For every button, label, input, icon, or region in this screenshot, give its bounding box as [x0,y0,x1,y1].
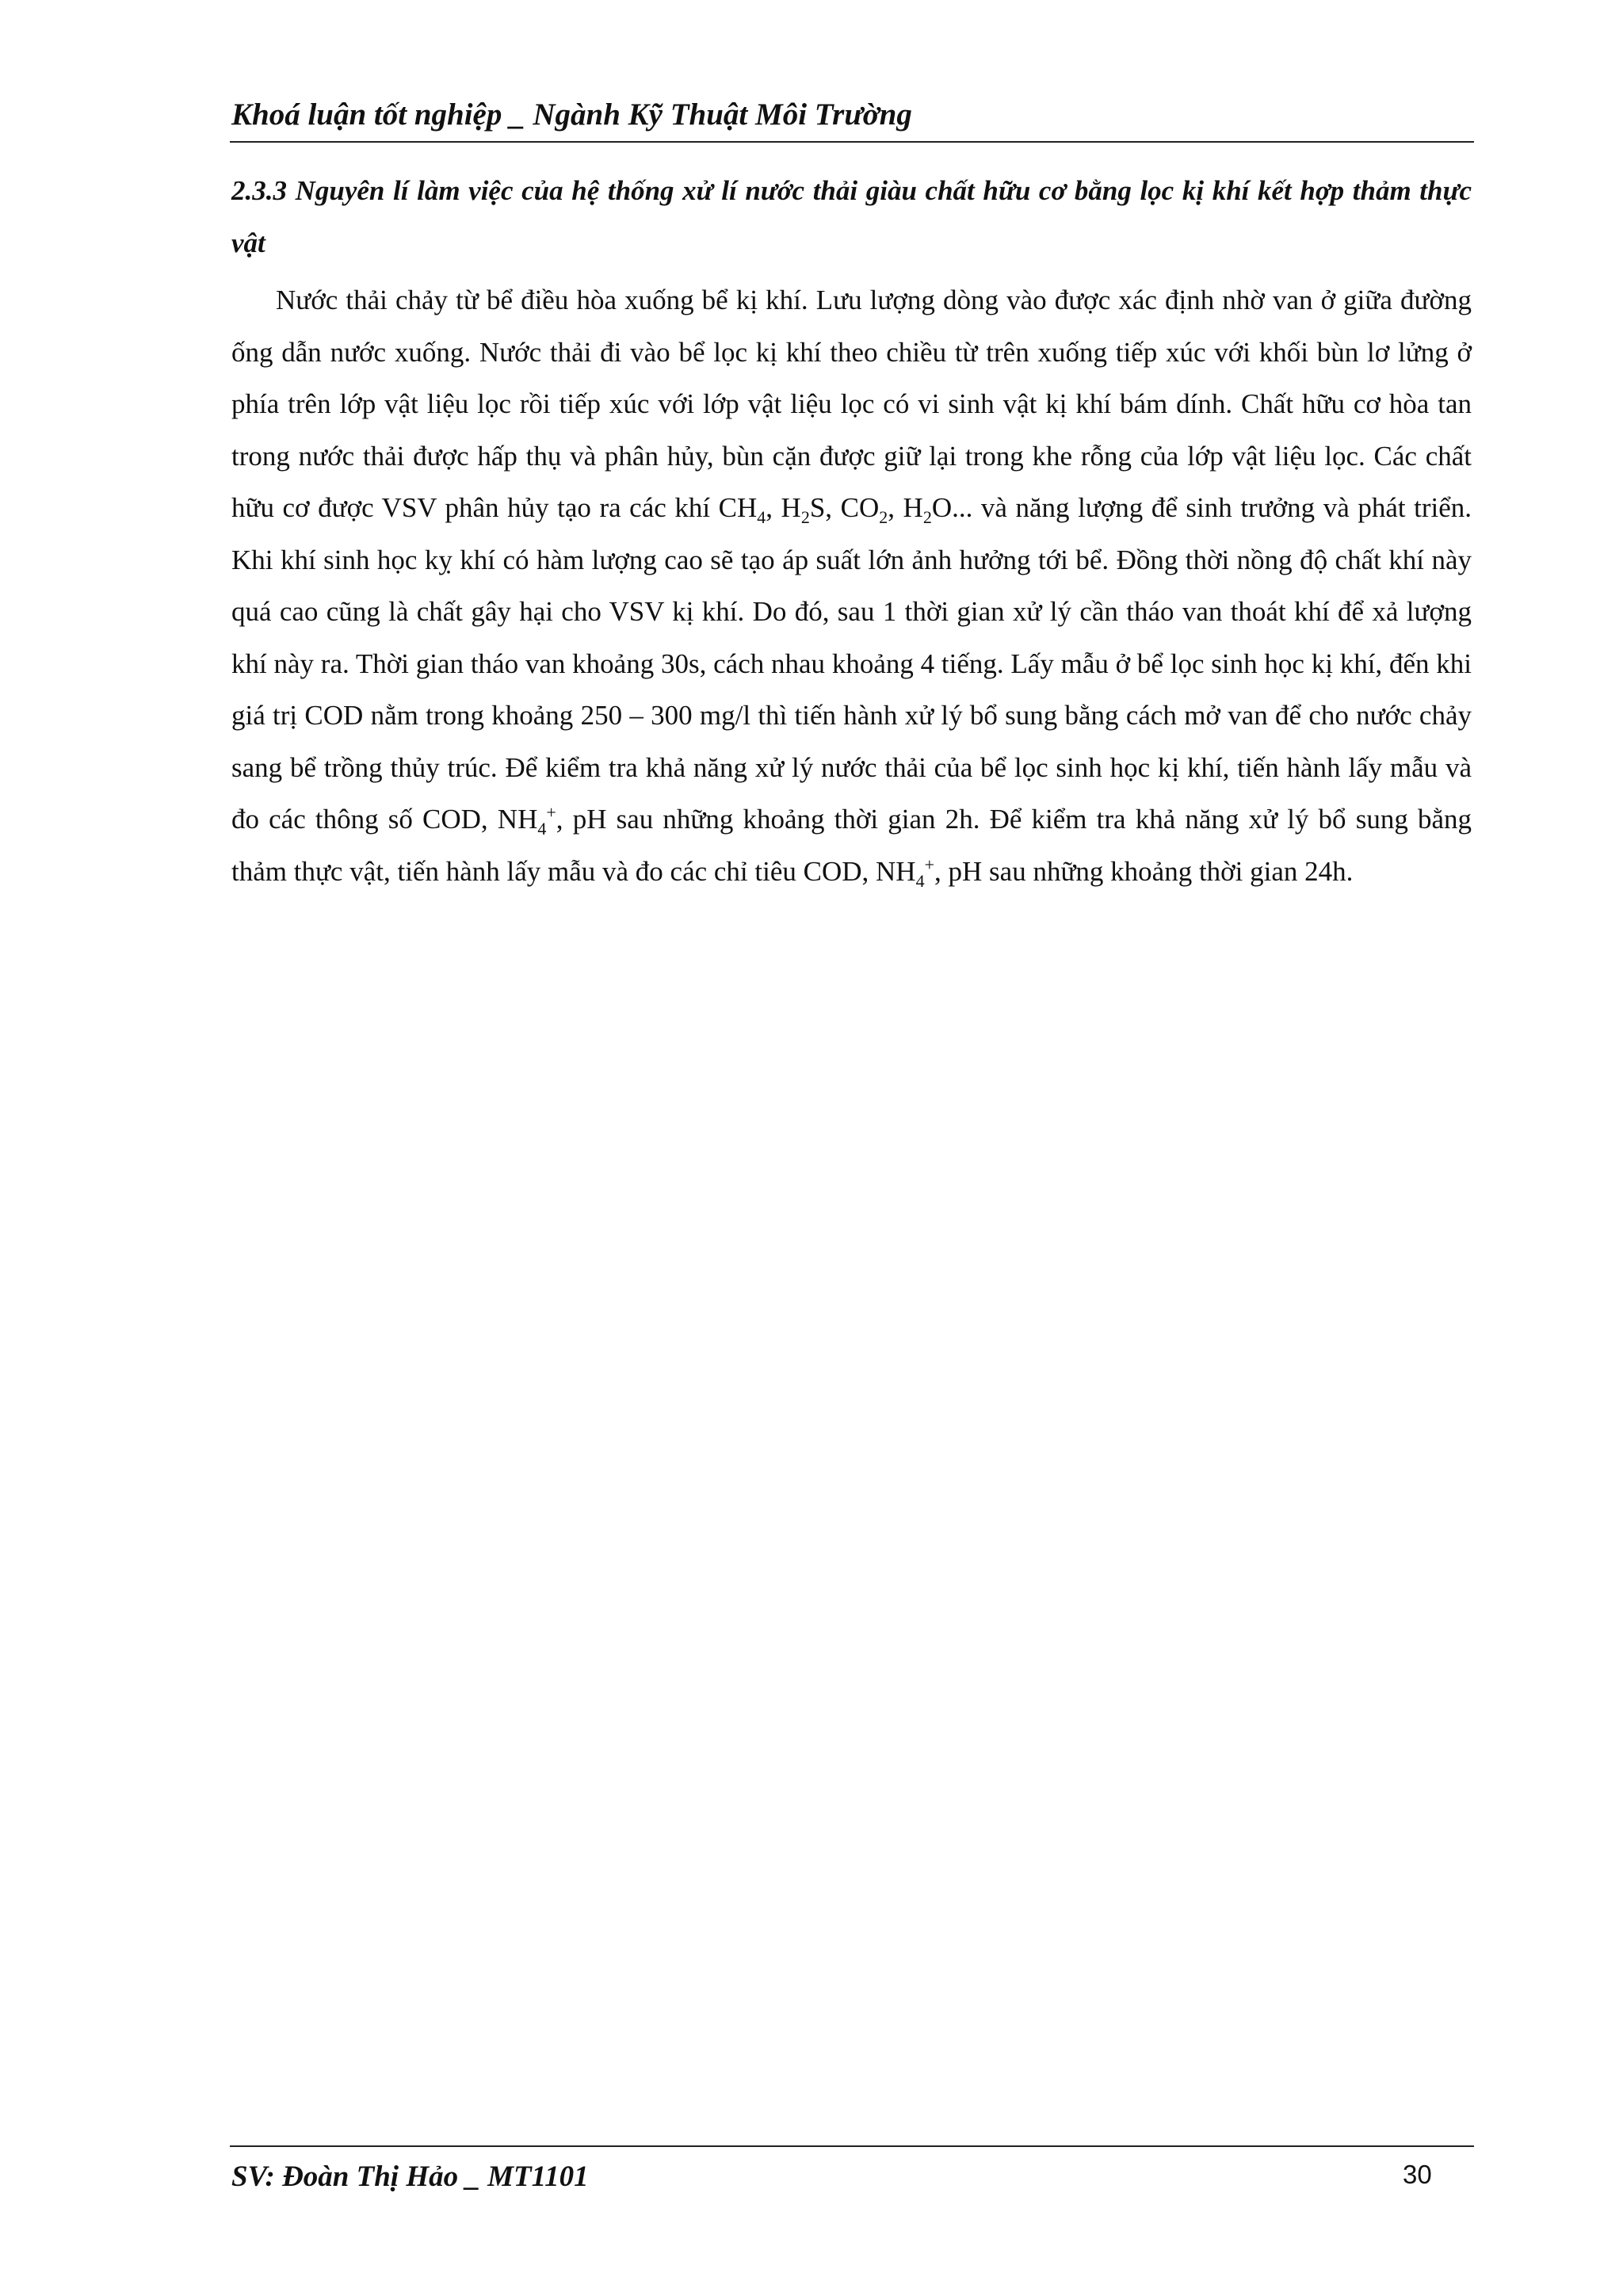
page-number: 30 [1403,2160,1432,2189]
subscript: 2 [800,507,810,527]
superscript: + [546,802,556,823]
section-heading: 2.3.3 Nguyên lí làm việc của hệ thống xử lí nước thải giàu chất hữu cơ bằng lọc kị khí kết hợp thảm thực vật [231,175,1472,258]
text-run: , H [766,492,801,523]
header-title: Khoá luận tốt nghiệp _ Ngành Kỹ Thuật Môi Trường [231,97,912,132]
subscript: 2 [922,507,932,527]
text-run: Nước thải chảy từ bể điều hòa xuống bể kị khí. Lưu lượng dòng vào được xác định nhờ van ở giữa đường ống dẫn nước xuống. Nước thải đi vào bể lọc kị khí theo chiều từ trên xuống tiếp xúc với khối bùn lơ lửng ở phía trên lớp vật liệu lọc rồi tiếp xúc với lớp vật liệu lọc có vi sinh vật kị khí bám dính. Chất hữu cơ hòa tan trong nước thải được hấp thụ và phân hủy, bùn cặn được giữ lại trong khe rỗng của lớp vật liệu lọc. Các chất hữu cơ được VSV phân hủy tạo ra các khí CH [231,285,1472,523]
subscript: 4 [757,507,766,527]
superscript: + [924,854,935,874]
subscript: 2 [879,507,888,527]
page-header [230,94,1474,143]
text-run: , pH sau những khoảng thời gian 24h. [934,855,1354,887]
text-run: S, CO [809,492,880,523]
subscript: 4 [915,870,925,891]
subscript: 4 [537,819,547,839]
footer-student: SV: Đoàn Thị Hảo _ MT1101 [231,2160,589,2193]
text-run: O... và năng lượng để sinh trưởng và phát triển. Khi khí sinh học kỵ khí có hàm lượng cao sẽ tạo áp suất lớn ảnh hưởng tới bể. Đồng thời nồng độ chất khí này quá cao cũng là chất gây hại cho VSV kị khí. Do đó, sau 1 thời gian xử lý cần tháo van thoát khí để xả lượng khí này ra. Thời gian tháo van khoảng 30s, cách nhau khoảng 4 tiếng. Lấy mẫu ở bể lọc sinh học kị khí, đến khi giá trị COD nằm trong khoảng 250 – 300 mg/l thì tiến hành xử lý bổ sung bằng cách mở van để cho nước chảy sang bể trồng thủy trúc. Để kiểm tra khả năng xử lý nước thải của bể lọc sinh học kị khí, tiến hành lấy mẫu và đo các thông số COD, NH [231,492,1472,835]
page-footer [230,2145,1474,2195]
page-content [231,165,1472,897]
text-run: , pH sau những khoảng thời gian 2h. Để kiểm tra khả năng xử lý bổ sung bằng thảm thực vật, tiến hành lấy mẫu và đo các chỉ tiêu COD, NH [231,804,1472,887]
text-run: , H [888,492,923,523]
body-paragraph [231,274,1472,897]
